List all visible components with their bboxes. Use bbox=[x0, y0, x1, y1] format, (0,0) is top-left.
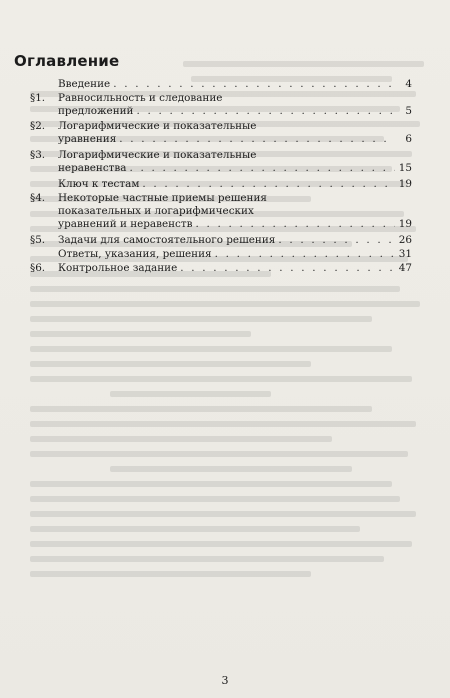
toc-entry-title: Равносильность и следование bbox=[58, 92, 223, 104]
toc-page-number: 5 bbox=[405, 105, 412, 117]
toc-entry-title: уравнений и неравенств bbox=[58, 218, 193, 230]
dot-leader bbox=[129, 162, 395, 175]
toc-entry-title: Введение bbox=[58, 78, 111, 90]
toc-entry[interactable] bbox=[30, 248, 412, 261]
page-title: Оглавление bbox=[14, 52, 120, 70]
dot-leader bbox=[142, 178, 395, 191]
toc-entry-title: неравенства bbox=[58, 162, 127, 174]
toc-entry[interactable] bbox=[30, 92, 412, 118]
toc-section-number: §1. bbox=[30, 92, 46, 104]
toc-page-number: 26 bbox=[398, 234, 412, 246]
dot-leader bbox=[136, 105, 395, 118]
dot-leader bbox=[180, 262, 395, 275]
toc-section-number: §5. bbox=[30, 234, 46, 246]
toc-entry[interactable] bbox=[30, 262, 412, 275]
toc-entry[interactable] bbox=[30, 234, 412, 247]
toc-entry-title: уравнения bbox=[58, 133, 117, 145]
dot-leader bbox=[195, 218, 395, 231]
toc-page-number: 15 bbox=[398, 162, 412, 174]
toc-entry-title: предложений bbox=[58, 105, 134, 117]
toc-section-number: §3. bbox=[30, 149, 46, 161]
toc-entry[interactable] bbox=[30, 192, 412, 231]
toc-entry-title: Ответы, указания, решения bbox=[58, 248, 212, 260]
table-of-contents bbox=[30, 78, 412, 276]
toc-entry-title: Некоторые частные приемы решения bbox=[58, 192, 267, 204]
page-number: 3 bbox=[221, 674, 229, 687]
toc-entry-title: Задачи для самостоятельного решения bbox=[58, 234, 276, 246]
toc-entry-title: показательных и логарифмических bbox=[58, 205, 254, 217]
toc-entry[interactable] bbox=[30, 178, 412, 191]
toc-page-number: 19 bbox=[398, 218, 412, 230]
toc-page-number: 47 bbox=[398, 262, 412, 274]
dot-leader bbox=[278, 234, 395, 247]
toc-entry[interactable] bbox=[30, 120, 412, 146]
toc-entry-title: Логарифмические и показательные bbox=[58, 149, 257, 161]
toc-entry-title: Логарифмические и показательные bbox=[58, 120, 257, 132]
toc-page-number: 19 bbox=[398, 178, 412, 190]
toc-entry-title: Ключ к тестам bbox=[58, 178, 140, 190]
toc-section-number: §4. bbox=[30, 192, 46, 204]
toc-section-number: §2. bbox=[30, 120, 46, 132]
dot-leader bbox=[215, 248, 395, 261]
dot-leader bbox=[119, 133, 395, 146]
dot-leader bbox=[113, 78, 395, 91]
toc-page-number: 4 bbox=[405, 78, 412, 90]
toc-entry[interactable] bbox=[30, 149, 412, 175]
toc-page-number: 31 bbox=[398, 248, 412, 260]
toc-entry[interactable] bbox=[30, 78, 412, 91]
toc-section-number: §6. bbox=[30, 262, 46, 274]
toc-entry-title: Контрольное задание bbox=[58, 262, 178, 274]
toc-page-number: 6 bbox=[405, 133, 412, 145]
